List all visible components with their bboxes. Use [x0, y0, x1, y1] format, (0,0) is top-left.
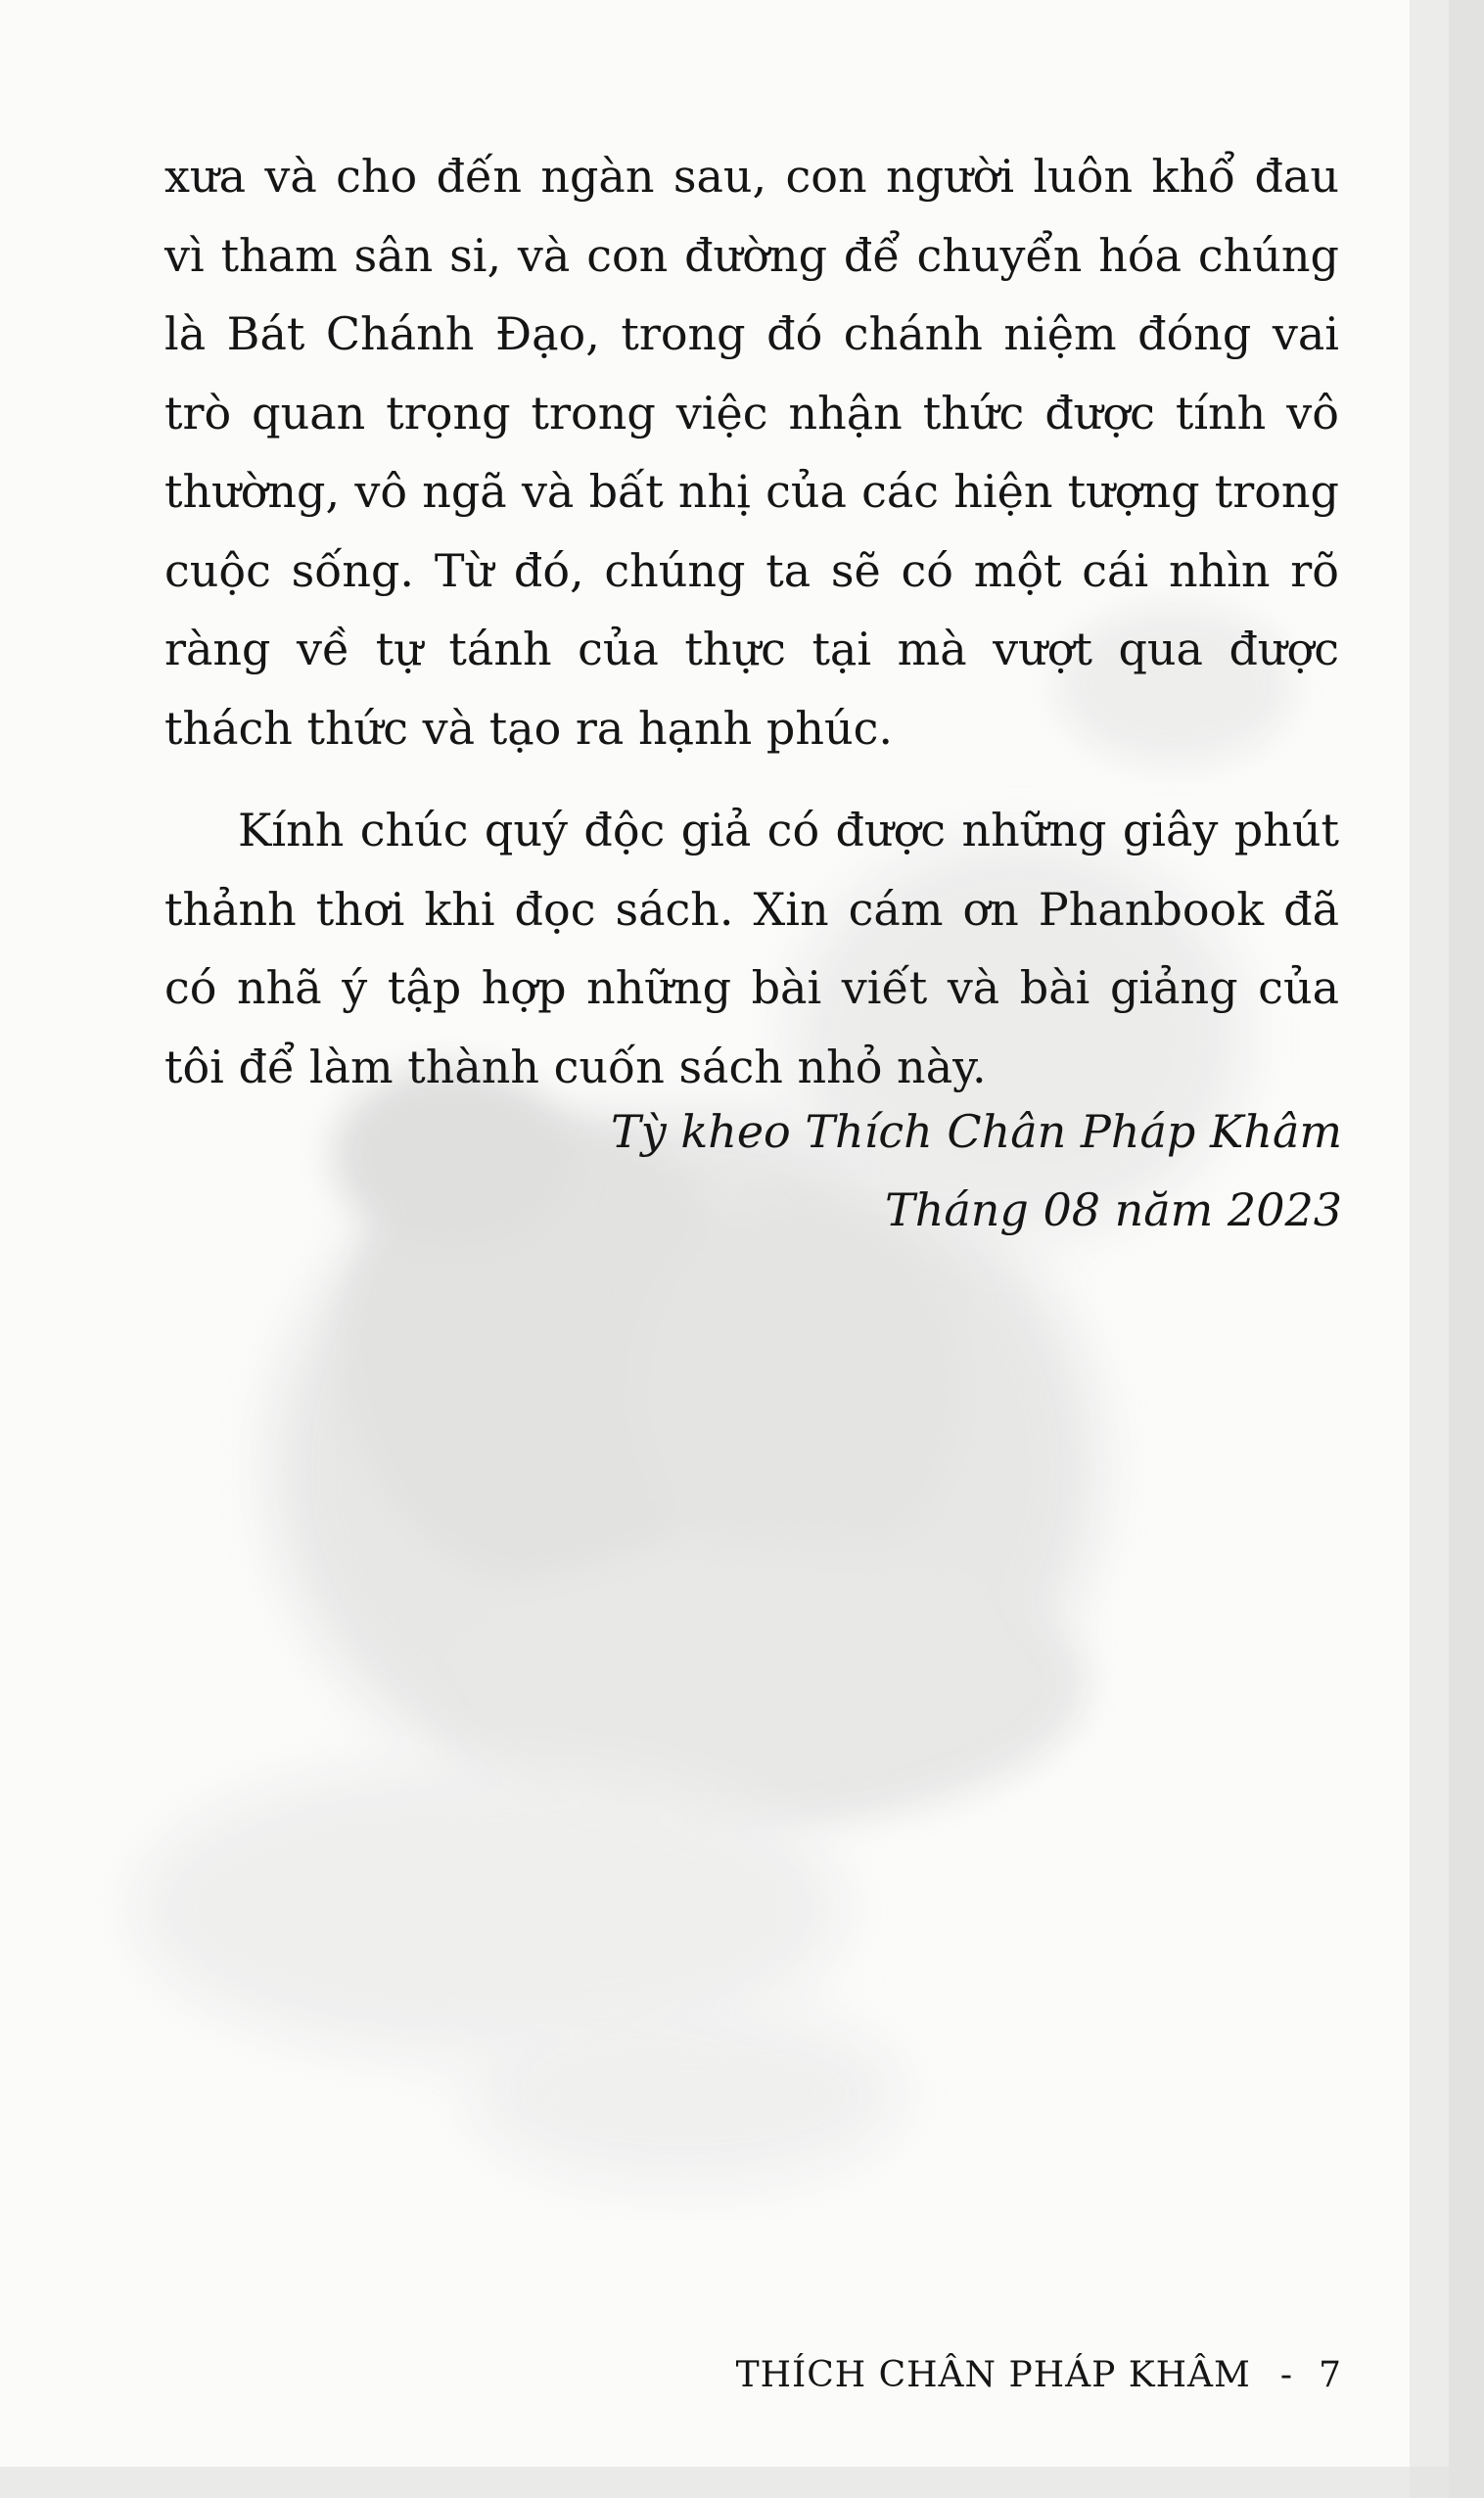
- body-text: [164, 137, 1339, 1106]
- page-footer: [736, 2355, 1342, 2395]
- page-number: 7: [1319, 2355, 1342, 2395]
- footer-separator: -: [1279, 2355, 1294, 2395]
- body-paragraph-2: Kính chúc quý độc giả có được những giây phút thảnh thơi khi đọc sách. Xin cám ơn Phanbook đã có nhã ý tập hợp những bài viết và bài giảng của tôi để làm thành cuốn sách nhỏ này.: [164, 804, 1339, 1093]
- running-head: THÍCH CHÂN PHÁP KHÂM: [735, 2355, 1251, 2395]
- signature-block: [461, 1092, 1342, 1249]
- body-paragraph-1: xưa và cho đến ngàn sau, con người luôn khổ đau vì tham sân si, và con đường để chuyển hóa chúng là Bát Chánh Đạo, trong đó chánh niệm đóng vai trò quan trọng trong việc nhận thức được tính vô thường, vô ngã và bất nhị của các hiện tượng trong cuộc sống. Từ đó, chúng ta sẽ có một cái nhìn rõ ràng về tự tánh của thực tại mà vượt qua được thách thức và tạo ra hạnh phúc.: [164, 150, 1339, 755]
- signature-author: Tỳ kheo Thích Chân Pháp Khâm: [611, 1105, 1342, 1158]
- signature-date: Tháng 08 năm 2023: [885, 1183, 1342, 1236]
